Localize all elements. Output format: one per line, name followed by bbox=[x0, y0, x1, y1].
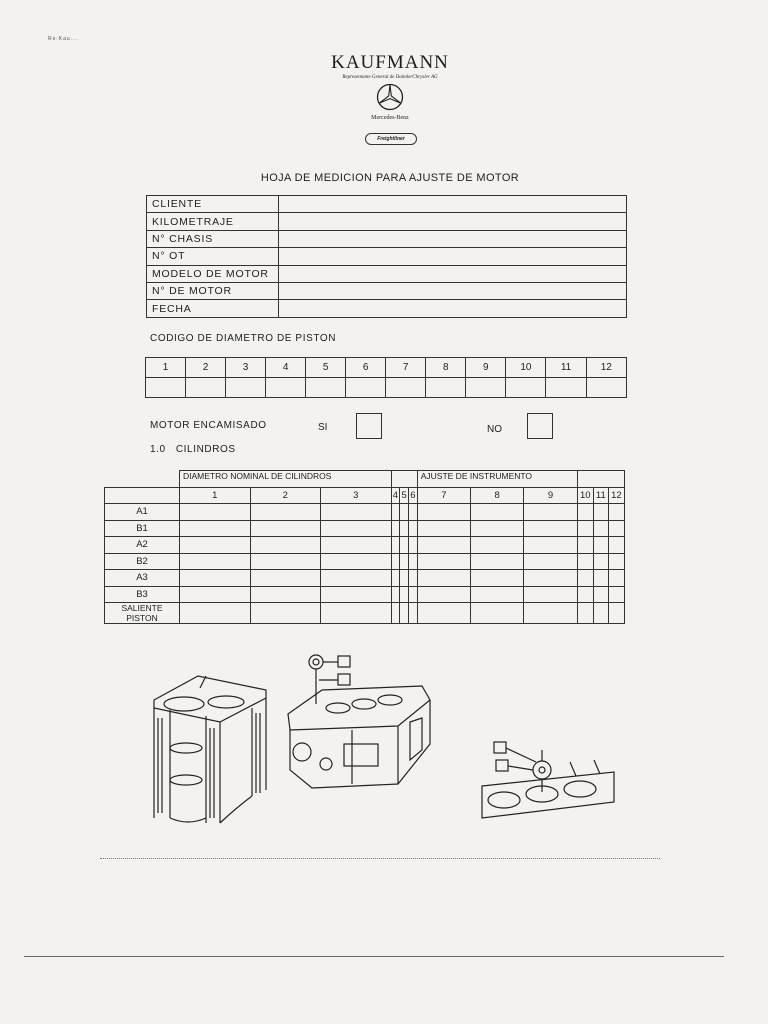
row-label: B1 bbox=[105, 520, 180, 537]
column-header: 6 bbox=[346, 358, 386, 378]
diametro-nominal-label: DIAMETRO NOMINAL DE CILINDROS bbox=[180, 471, 392, 488]
measure-cell[interactable] bbox=[608, 586, 624, 603]
measure-cell[interactable] bbox=[321, 586, 392, 603]
measure-cell[interactable] bbox=[391, 553, 400, 570]
measure-cell[interactable] bbox=[400, 520, 409, 537]
no-label: NO bbox=[487, 424, 502, 435]
table-row bbox=[105, 586, 625, 603]
code-cell[interactable] bbox=[346, 378, 386, 398]
measure-cell[interactable] bbox=[608, 537, 624, 554]
measure-cell[interactable] bbox=[180, 537, 251, 554]
no-checkbox[interactable] bbox=[527, 413, 553, 439]
dealer-name: KAUFMANN bbox=[331, 52, 449, 73]
column-header: 9 bbox=[466, 358, 506, 378]
measure-cell[interactable] bbox=[417, 603, 470, 624]
measure-cell[interactable] bbox=[593, 504, 608, 521]
code-cell[interactable] bbox=[426, 378, 466, 398]
table-row bbox=[147, 213, 627, 230]
measure-cell[interactable] bbox=[471, 603, 524, 624]
measure-cell[interactable] bbox=[250, 504, 321, 521]
column-header: 10 bbox=[506, 358, 546, 378]
measure-cell[interactable] bbox=[577, 504, 593, 521]
blank-cell bbox=[105, 471, 180, 488]
table-row bbox=[147, 300, 627, 317]
measure-cell[interactable] bbox=[400, 504, 409, 521]
motor-encamisado-label: MOTOR ENCAMISADO bbox=[150, 420, 267, 431]
measure-cell[interactable] bbox=[593, 603, 608, 624]
table-row bbox=[105, 553, 625, 570]
mercedes-star-icon bbox=[376, 83, 404, 111]
table-row bbox=[147, 230, 627, 247]
divider bbox=[100, 858, 660, 859]
measure-cell[interactable] bbox=[400, 553, 409, 570]
column-header: 4 bbox=[391, 487, 400, 504]
measure-cell[interactable] bbox=[577, 603, 593, 624]
measure-cell[interactable] bbox=[391, 570, 400, 587]
table-header-row bbox=[146, 358, 627, 378]
measure-cell[interactable] bbox=[524, 537, 577, 554]
measure-cell[interactable] bbox=[321, 570, 392, 587]
measure-cell[interactable] bbox=[593, 553, 608, 570]
measure-cell[interactable] bbox=[250, 570, 321, 587]
measure-cell[interactable] bbox=[471, 553, 524, 570]
table-row bbox=[146, 378, 627, 398]
codigo-label: CODIGO DE DIAMETRO DE PISTON bbox=[150, 333, 337, 344]
measure-cell[interactable] bbox=[400, 537, 409, 554]
column-header: 2 bbox=[250, 487, 321, 504]
cylinder-table bbox=[104, 470, 625, 624]
column-header: 1 bbox=[146, 358, 186, 378]
measure-cell[interactable] bbox=[593, 586, 608, 603]
measure-cell[interactable] bbox=[471, 537, 524, 554]
row-label: A2 bbox=[105, 537, 180, 554]
measure-cell[interactable] bbox=[250, 553, 321, 570]
measure-cell[interactable] bbox=[409, 504, 418, 521]
field-value[interactable] bbox=[279, 230, 627, 247]
measure-cell[interactable] bbox=[417, 553, 470, 570]
row-label bbox=[105, 487, 180, 504]
column-header: 3 bbox=[226, 358, 266, 378]
field-value[interactable] bbox=[279, 300, 627, 317]
cilindros-heading bbox=[150, 444, 236, 455]
ajuste-instrumento-label: AJUSTE DE INSTRUMENTO bbox=[417, 471, 577, 488]
table-row bbox=[147, 265, 627, 282]
column-header: 5 bbox=[400, 487, 409, 504]
measure-cell[interactable] bbox=[321, 504, 392, 521]
measure-cell[interactable] bbox=[524, 520, 577, 537]
measure-cell[interactable] bbox=[250, 586, 321, 603]
column-header: 7 bbox=[386, 358, 426, 378]
field-label: MODELO DE MOTOR bbox=[147, 265, 279, 282]
measure-cell[interactable] bbox=[321, 553, 392, 570]
row-label: B3 bbox=[105, 586, 180, 603]
measure-cell[interactable] bbox=[577, 520, 593, 537]
field-value[interactable] bbox=[279, 213, 627, 230]
measure-cell[interactable] bbox=[180, 520, 251, 537]
measure-cell[interactable] bbox=[577, 537, 593, 554]
measure-cell[interactable] bbox=[471, 520, 524, 537]
column-header: 11 bbox=[546, 358, 586, 378]
measure-cell[interactable] bbox=[391, 586, 400, 603]
code-cell[interactable] bbox=[466, 378, 506, 398]
measure-cell[interactable] bbox=[180, 586, 251, 603]
brand-wordmark: Mercedes-Benz bbox=[371, 115, 409, 121]
measure-cell[interactable] bbox=[180, 603, 251, 624]
measure-cell[interactable] bbox=[471, 504, 524, 521]
measure-cell[interactable] bbox=[400, 570, 409, 587]
table-row bbox=[147, 282, 627, 299]
code-cell[interactable] bbox=[306, 378, 346, 398]
measure-cell[interactable] bbox=[524, 586, 577, 603]
field-label: N° DE MOTOR bbox=[147, 282, 279, 299]
code-cell[interactable] bbox=[386, 378, 426, 398]
cylinder-cutaway-illustration bbox=[148, 668, 273, 830]
column-header: 12 bbox=[608, 487, 624, 504]
table-row bbox=[105, 603, 625, 624]
table-header-row bbox=[105, 487, 625, 504]
brand-badge: Freightliner bbox=[365, 133, 417, 145]
gasket-illustration bbox=[476, 738, 618, 830]
form-title: HOJA DE MEDICION PARA AJUSTE DE MOTOR bbox=[260, 172, 520, 184]
code-cell[interactable] bbox=[146, 378, 186, 398]
field-value[interactable] bbox=[279, 248, 627, 265]
measure-cell[interactable] bbox=[577, 586, 593, 603]
column-header: 5 bbox=[306, 358, 346, 378]
code-cell[interactable] bbox=[546, 378, 586, 398]
measure-cell[interactable] bbox=[608, 504, 624, 521]
measure-cell[interactable] bbox=[409, 586, 418, 603]
measure-cell[interactable] bbox=[417, 520, 470, 537]
column-header: 7 bbox=[417, 487, 470, 504]
measure-cell[interactable] bbox=[608, 553, 624, 570]
measure-cell[interactable] bbox=[321, 520, 392, 537]
measure-cell[interactable] bbox=[250, 520, 321, 537]
measure-cell[interactable] bbox=[471, 570, 524, 587]
field-label: N° CHASIS bbox=[147, 230, 279, 247]
field-value[interactable] bbox=[279, 265, 627, 282]
measure-cell[interactable] bbox=[391, 520, 400, 537]
field-value[interactable] bbox=[279, 282, 627, 299]
measure-cell[interactable] bbox=[391, 603, 400, 624]
column-header: 8 bbox=[471, 487, 524, 504]
section-title: CILINDROS bbox=[175, 444, 236, 455]
measure-cell[interactable] bbox=[417, 570, 470, 587]
code-cell[interactable] bbox=[186, 378, 226, 398]
field-label: FECHA bbox=[147, 300, 279, 317]
section-number: 1.0 bbox=[150, 444, 166, 455]
row-label: A1 bbox=[105, 504, 180, 521]
measure-cell[interactable] bbox=[593, 570, 608, 587]
piston-code-table bbox=[145, 357, 627, 398]
measure-cell[interactable] bbox=[180, 570, 251, 587]
measure-cell[interactable] bbox=[417, 586, 470, 603]
measure-cell[interactable] bbox=[577, 570, 593, 587]
measure-cell[interactable] bbox=[608, 520, 624, 537]
si-checkbox[interactable] bbox=[356, 413, 382, 439]
code-cell[interactable] bbox=[266, 378, 306, 398]
client-info-table bbox=[146, 195, 627, 318]
code-cell[interactable] bbox=[226, 378, 266, 398]
column-header: 8 bbox=[426, 358, 466, 378]
column-header: 6 bbox=[409, 487, 418, 504]
measure-cell[interactable] bbox=[524, 570, 577, 587]
column-header: 1 bbox=[180, 487, 251, 504]
ajuste-instrumento-value[interactable] bbox=[577, 471, 624, 488]
saliente-piston-label: SALIENTE PISTON bbox=[105, 603, 180, 624]
field-label: KILOMETRAJE bbox=[147, 213, 279, 230]
measure-cell[interactable] bbox=[391, 537, 400, 554]
table-row bbox=[105, 570, 625, 587]
divider bbox=[24, 956, 724, 957]
measure-cell[interactable] bbox=[409, 570, 418, 587]
measure-cell[interactable] bbox=[524, 553, 577, 570]
field-value[interactable] bbox=[279, 196, 627, 213]
measure-cell[interactable] bbox=[471, 586, 524, 603]
measure-cell[interactable] bbox=[391, 504, 400, 521]
measure-cell[interactable] bbox=[409, 553, 418, 570]
measure-cell[interactable] bbox=[400, 586, 409, 603]
code-cell[interactable] bbox=[506, 378, 546, 398]
scan-mark: Re:Kau... bbox=[48, 36, 78, 42]
measure-cell[interactable] bbox=[400, 603, 409, 624]
column-header: 9 bbox=[524, 487, 577, 504]
measure-cell[interactable] bbox=[593, 520, 608, 537]
measure-cell[interactable] bbox=[321, 603, 392, 624]
table-row bbox=[105, 537, 625, 554]
column-header: 4 bbox=[266, 358, 306, 378]
field-label: CLIENTE bbox=[147, 196, 279, 213]
column-header: 11 bbox=[593, 487, 608, 504]
table-row bbox=[105, 504, 625, 521]
measure-cell[interactable] bbox=[608, 570, 624, 587]
row-label: A3 bbox=[105, 570, 180, 587]
measure-cell[interactable] bbox=[409, 603, 418, 624]
measure-cell[interactable] bbox=[577, 553, 593, 570]
measure-cell[interactable] bbox=[417, 504, 470, 521]
measure-cell[interactable] bbox=[180, 553, 251, 570]
column-header: 3 bbox=[321, 487, 392, 504]
measure-cell[interactable] bbox=[180, 504, 251, 521]
measure-cell[interactable] bbox=[321, 537, 392, 554]
measure-cell[interactable] bbox=[524, 504, 577, 521]
row-label: B2 bbox=[105, 553, 180, 570]
measure-cell[interactable] bbox=[593, 537, 608, 554]
measure-cell[interactable] bbox=[409, 537, 418, 554]
table-row bbox=[147, 196, 627, 213]
measure-cell[interactable] bbox=[608, 603, 624, 624]
measure-cell[interactable] bbox=[417, 537, 470, 554]
table-row bbox=[147, 248, 627, 265]
table-header-row bbox=[105, 471, 625, 488]
diametro-nominal-value[interactable] bbox=[391, 471, 417, 488]
measure-cell[interactable] bbox=[524, 603, 577, 624]
table-row bbox=[105, 520, 625, 537]
field-label: N° OT bbox=[147, 248, 279, 265]
dealer-header bbox=[320, 52, 460, 80]
si-label: SI bbox=[318, 422, 328, 433]
column-header: 12 bbox=[586, 358, 626, 378]
code-cell[interactable] bbox=[586, 378, 626, 398]
dealer-subtitle: Representante General de DaimlerChrysler AG bbox=[342, 75, 438, 80]
column-header: 10 bbox=[577, 487, 593, 504]
engine-block-illustration bbox=[282, 652, 434, 792]
column-header: 2 bbox=[186, 358, 226, 378]
measure-cell[interactable] bbox=[250, 537, 321, 554]
measure-cell[interactable] bbox=[409, 520, 418, 537]
measure-cell[interactable] bbox=[250, 603, 321, 624]
